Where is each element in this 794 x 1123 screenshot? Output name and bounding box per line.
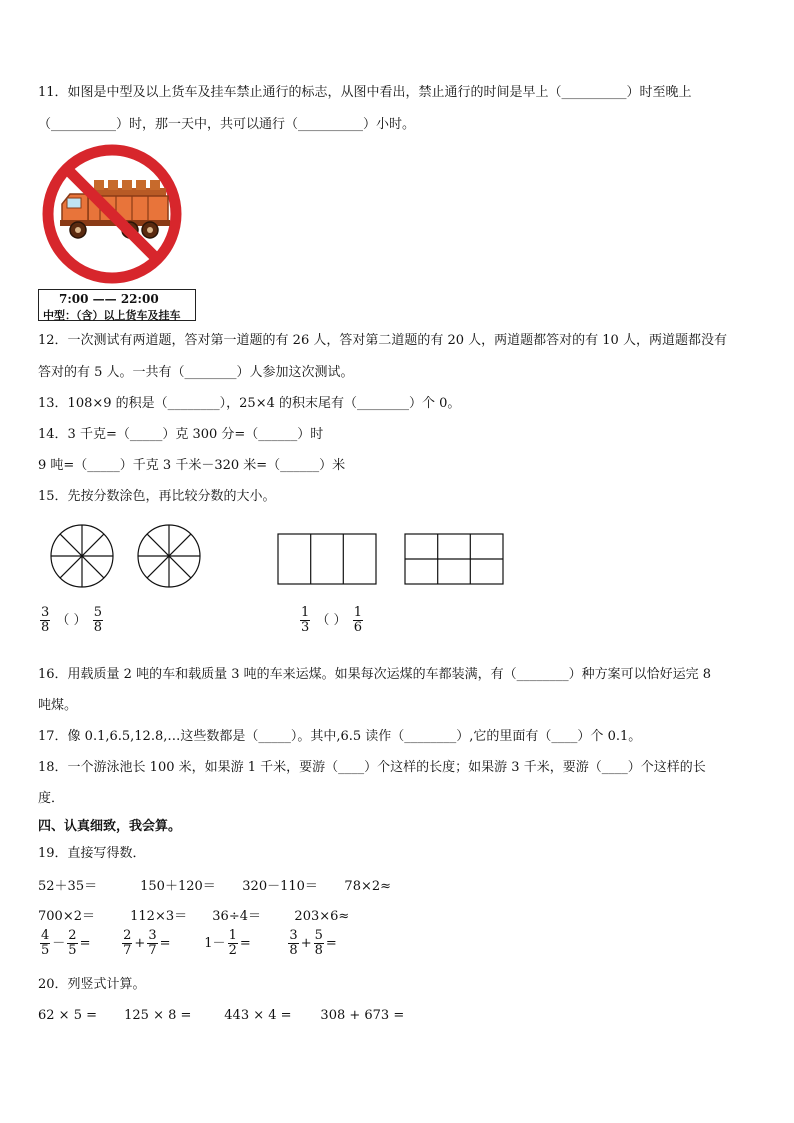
q11-line1: 11．如图是中型及以上货车及挂车禁止通行的标志，从图中看出，禁止通行的时间是早上（__________）时至晚上	[38, 85, 692, 100]
calc-item: 1－ $\frac{1}{2}$ =	[204, 928, 251, 958]
section-4-title: 四、认真细致，我会算。	[38, 819, 182, 834]
q15-line1: 15．先按分数涂色，再比较分数的大小。	[38, 489, 276, 504]
calc-item: 308 + 673 =	[320, 1008, 405, 1023]
calc-item: 320－110＝	[242, 879, 318, 894]
q20-row1	[38, 1008, 404, 1023]
q14-line2: 9 吨=（_____）千克 3 千米－320 米=（______）米	[38, 458, 346, 473]
circle-eighths-2	[138, 525, 200, 587]
sign-time: 7:00 —— 22:00	[59, 292, 159, 306]
calc-item: $\frac{4}{5}$ － $\frac{2}{5}$ =	[41, 928, 91, 958]
sign-caption: 中型：（含）以上货车及挂车	[43, 309, 181, 322]
rectangle-thirds	[278, 534, 376, 584]
calc-item: 150＋120＝	[140, 879, 216, 894]
compare-blank: （ ）	[56, 613, 87, 628]
q19-row1	[38, 875, 391, 894]
q19-title: 19．直接写得数．	[38, 846, 146, 861]
calc-item: 52＋35＝	[38, 879, 98, 894]
q20-title: 20．列竖式计算。	[38, 977, 146, 992]
q13-line1: 13．108×9 的积是（________），25×4 的积末尾有（________）个 0。	[38, 396, 461, 411]
q16-line1: 16．用载质量 2 吨的车和载质量 3 吨的车来运煤。如果每次运煤的车都装满，有（________）种方案可以恰好运完 8	[38, 667, 712, 682]
q12-line2: 答对的有 5 人。一共有（________）人参加这次测试。	[38, 365, 354, 380]
calc-item: $\frac{2}{7}$ + $\frac{3}{7}$ =	[123, 928, 171, 958]
q15-compare-left	[38, 606, 105, 635]
q18-line1: 18．一个游泳池长 100 米，如果游 1 千米，要游（____）个这样的长度；如果游 3 千米，要游（____）个这样的长	[38, 760, 706, 775]
calc-item: 62 × 5 =	[38, 1008, 97, 1023]
fraction: $\frac{1}{3}$	[301, 605, 310, 635]
q19-row3	[38, 929, 337, 958]
q18-line2: 度．	[38, 791, 65, 806]
q11-line2: （__________）时，那一天中，共可以通行（__________）小时。	[38, 117, 416, 132]
fraction: $\frac{3}{8}$	[41, 605, 50, 635]
calc-item: $\frac{3}{8}$ + $\frac{5}{8}$ =	[289, 928, 337, 958]
calc-item: 443 × 4 =	[224, 1008, 292, 1023]
q14-line1: 14．3 千克=（_____）克 300 分=（______）时	[38, 427, 324, 442]
sign-caption-box	[38, 289, 196, 321]
q15-compare-right	[298, 606, 365, 635]
rectangle-sixths	[405, 534, 503, 584]
circle-eighths-1	[51, 525, 113, 587]
no-truck-sign	[38, 140, 186, 288]
calc-item: 112×3＝	[130, 909, 188, 924]
q15-shapes	[38, 518, 518, 594]
q16-line2: 吨煤。	[38, 698, 78, 713]
compare-blank: （ ）	[316, 613, 347, 628]
calc-item: 125 × 8 =	[124, 1008, 192, 1023]
q12-line1: 12．一次测试有两道题，答对第一道题的有 26 人，答对第二道题的有 20 人，两道题都答对的有 10 人，两道题都没有	[38, 333, 727, 348]
calc-item: 78×2≈	[344, 879, 392, 894]
q17-line1: 17．像 0.1,6.5,12.8,…这些数都是（_____）。其中,6.5 读作（________）,它的里面有（____）个 0.1。	[38, 729, 642, 744]
q19-row2	[38, 905, 349, 924]
fraction: $\frac{5}{8}$	[93, 605, 102, 635]
calc-item: 700×2＝	[38, 909, 95, 924]
calc-item: 203×6≈	[294, 909, 350, 924]
calc-item: 36÷4＝	[212, 909, 261, 924]
fraction: $\frac{1}{6}$	[353, 605, 362, 635]
